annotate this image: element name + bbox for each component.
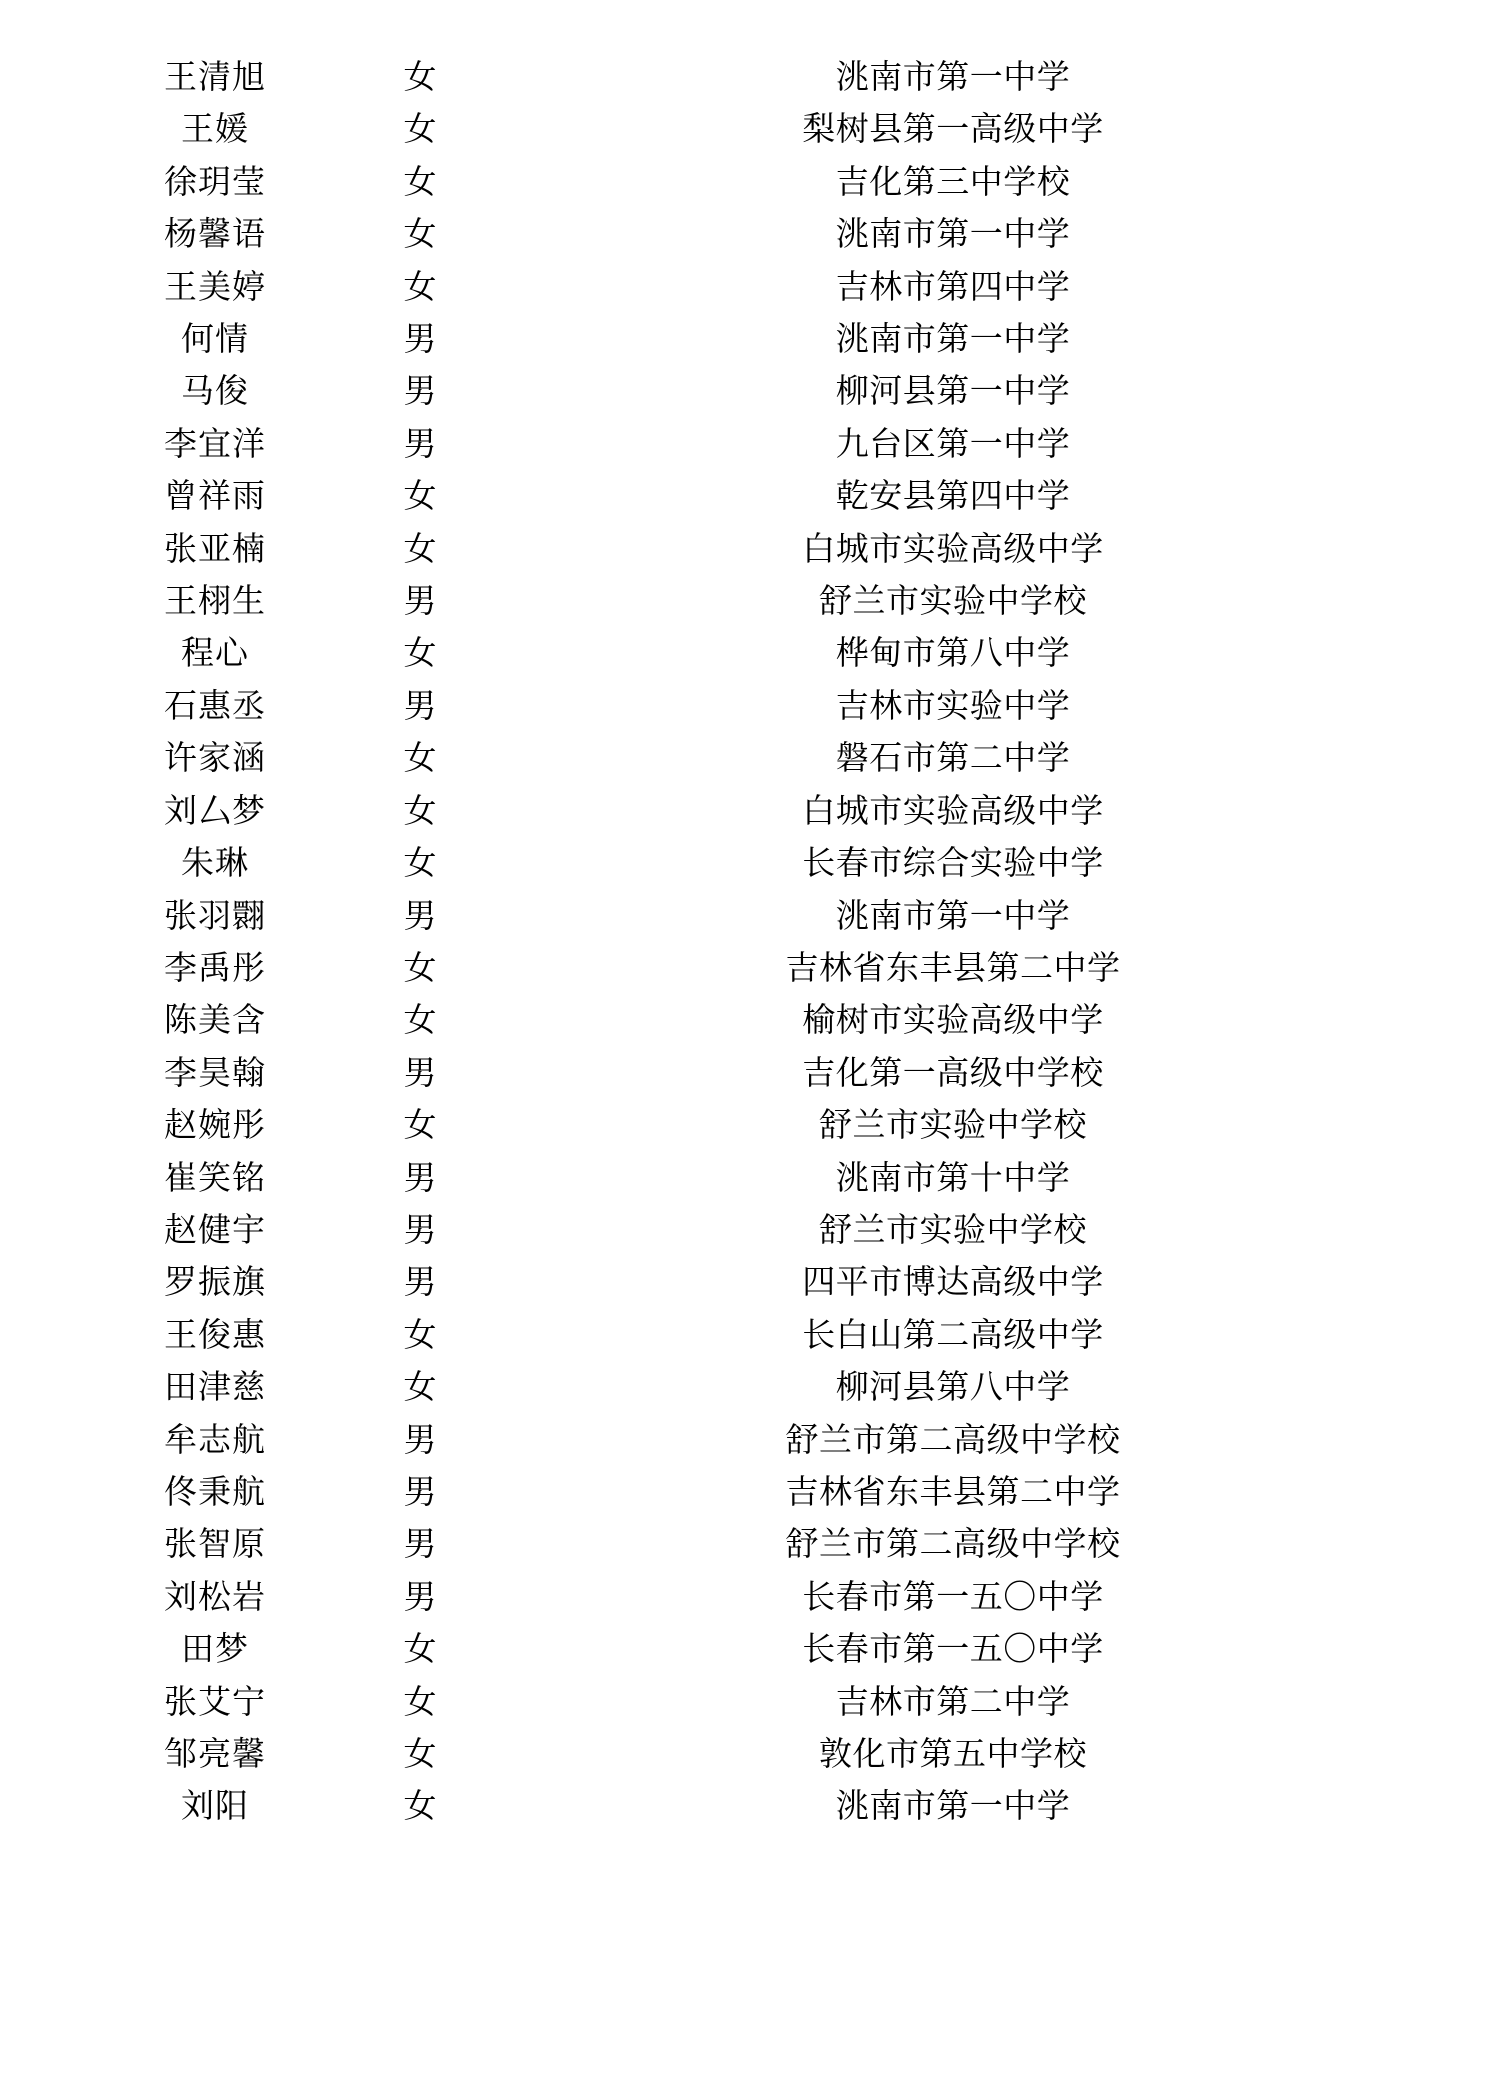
table-row	[110, 628, 1386, 680]
table-row	[110, 1781, 1386, 1833]
cell-gender: 男	[403, 688, 437, 725]
cell-name: 王媛	[181, 112, 249, 149]
table-row	[110, 681, 1386, 733]
cell-name: 李禹彤	[164, 950, 266, 987]
cell-name: 张亚楠	[164, 531, 266, 568]
table-row	[110, 1415, 1386, 1467]
cell-school: 长春市第一五〇中学	[802, 1632, 1104, 1669]
cell-school: 吉林省东丰县第二中学	[785, 950, 1121, 987]
cell-gender: 男	[403, 1527, 437, 1564]
cell-school: 吉化第三中学校	[835, 164, 1071, 201]
cell-school: 舒兰市第二高级中学校	[785, 1527, 1121, 1564]
cell-name: 程心	[181, 636, 249, 673]
cell-school: 洮南市第一中学	[835, 322, 1071, 359]
cell-name: 赵婉彤	[164, 1108, 266, 1145]
cell-name: 李宜洋	[164, 426, 266, 463]
cell-school: 柳河县第八中学	[835, 1370, 1071, 1407]
cell-school: 舒兰市实验中学校	[819, 1212, 1087, 1249]
table-row	[110, 1100, 1386, 1152]
cell-school: 桦甸市第八中学	[835, 636, 1071, 673]
cell-name: 赵健宇	[164, 1212, 266, 1249]
table-row	[110, 1257, 1386, 1309]
cell-gender: 男	[403, 1265, 437, 1302]
cell-name: 田梦	[181, 1632, 249, 1669]
cell-school: 白城市实验高级中学	[802, 793, 1104, 830]
table-row	[110, 1048, 1386, 1100]
cell-school: 洮南市第一中学	[835, 898, 1071, 935]
table-row	[110, 419, 1386, 471]
cell-name: 佟秉航	[164, 1474, 266, 1511]
cell-gender: 女	[403, 950, 437, 987]
table-row	[110, 1310, 1386, 1362]
cell-name: 曾祥雨	[164, 479, 266, 516]
cell-name: 张羽翾	[164, 898, 266, 935]
table-row	[110, 786, 1386, 838]
cell-name: 许家涵	[164, 741, 266, 778]
cell-gender: 男	[403, 898, 437, 935]
cell-school: 吉林市第二中学	[835, 1684, 1071, 1721]
cell-name: 王美婷	[164, 269, 266, 306]
cell-gender: 女	[403, 217, 437, 254]
cell-school: 吉林市第四中学	[835, 269, 1071, 306]
cell-gender: 女	[403, 1632, 437, 1669]
cell-gender: 男	[403, 1474, 437, 1511]
table-row	[110, 1205, 1386, 1257]
cell-gender: 男	[403, 1055, 437, 1092]
cell-school: 白城市实验高级中学	[802, 531, 1104, 568]
table-row	[110, 838, 1386, 890]
cell-school: 长白山第二高级中学	[802, 1317, 1104, 1354]
cell-gender: 男	[403, 426, 437, 463]
table-row	[110, 1729, 1386, 1781]
cell-name: 田津慈	[164, 1370, 266, 1407]
cell-gender: 男	[403, 322, 437, 359]
table-row	[110, 52, 1386, 104]
table-row	[110, 576, 1386, 628]
cell-school: 长春市综合实验中学	[802, 846, 1104, 883]
cell-name: 牟志航	[164, 1422, 266, 1459]
cell-school: 舒兰市实验中学校	[819, 584, 1087, 621]
table-row	[110, 733, 1386, 785]
table-row	[110, 366, 1386, 418]
table-row	[110, 524, 1386, 576]
cell-gender: 女	[403, 112, 437, 149]
cell-school: 磐石市第二中学	[835, 741, 1071, 778]
cell-name: 王清旭	[164, 60, 266, 96]
cell-school: 洮南市第一中学	[835, 60, 1071, 96]
cell-school: 四平市博达高级中学	[802, 1265, 1104, 1302]
cell-school: 舒兰市实验中学校	[819, 1108, 1087, 1145]
cell-gender: 女	[403, 1108, 437, 1145]
cell-name: 马俊	[181, 374, 249, 411]
cell-name: 张智原	[164, 1527, 266, 1564]
cell-school: 敦化市第五中学校	[819, 1737, 1087, 1773]
cell-name: 罗振旗	[164, 1265, 266, 1302]
cell-name: 刘松岩	[164, 1579, 266, 1616]
cell-school: 柳河县第一中学	[835, 374, 1071, 411]
cell-gender: 女	[403, 793, 437, 830]
cell-gender: 女	[403, 636, 437, 673]
table-row	[110, 157, 1386, 209]
cell-name: 李昊翰	[164, 1055, 266, 1092]
cell-school: 梨树县第一高级中学	[802, 112, 1104, 149]
cell-gender: 女	[403, 846, 437, 883]
cell-school: 洮南市第一中学	[835, 1789, 1071, 1826]
cell-school: 吉林省东丰县第二中学	[785, 1474, 1121, 1511]
cell-school: 洮南市第一中学	[835, 217, 1071, 254]
table-row	[110, 1572, 1386, 1624]
cell-school: 长春市第一五〇中学	[802, 1579, 1104, 1616]
cell-name: 徐玥莹	[164, 164, 266, 201]
table-row	[110, 1362, 1386, 1414]
cell-gender: 女	[403, 741, 437, 778]
cell-gender: 男	[403, 1422, 437, 1459]
cell-name: 王俊惠	[164, 1317, 266, 1354]
table-row	[110, 891, 1386, 943]
cell-gender: 男	[403, 1160, 437, 1197]
cell-gender: 女	[403, 1737, 437, 1773]
cell-school: 洮南市第十中学	[835, 1160, 1071, 1197]
table-row	[110, 314, 1386, 366]
cell-school: 乾安县第四中学	[835, 479, 1071, 516]
cell-name: 杨馨语	[164, 217, 266, 254]
cell-name: 刘厶梦	[164, 793, 266, 830]
table-row	[110, 1677, 1386, 1729]
table-row	[110, 209, 1386, 261]
table-row	[110, 1519, 1386, 1571]
cell-gender: 女	[403, 1003, 437, 1040]
cell-gender: 女	[403, 1317, 437, 1354]
cell-gender: 男	[403, 1579, 437, 1616]
cell-name: 朱琳	[181, 846, 249, 883]
cell-gender: 女	[403, 1370, 437, 1407]
table-row	[110, 104, 1386, 156]
table-row	[110, 1153, 1386, 1205]
cell-name: 石惠丞	[164, 688, 266, 725]
cell-gender: 女	[403, 60, 437, 96]
table-row	[110, 1624, 1386, 1676]
cell-name: 刘阳	[181, 1789, 249, 1826]
cell-name: 崔笑铭	[164, 1160, 266, 1197]
roster-table-body	[110, 52, 1386, 1834]
cell-school: 吉化第一高级中学校	[802, 1055, 1104, 1092]
table-row	[110, 471, 1386, 523]
cell-gender: 女	[403, 269, 437, 306]
roster-table	[110, 52, 1386, 1834]
cell-name: 陈美含	[164, 1003, 266, 1040]
cell-name: 张艾宁	[164, 1684, 266, 1721]
cell-gender: 女	[403, 1684, 437, 1721]
cell-name: 何情	[181, 322, 249, 359]
cell-gender: 女	[403, 531, 437, 568]
table-row	[110, 943, 1386, 995]
cell-gender: 女	[403, 164, 437, 201]
cell-school: 九台区第一中学	[835, 426, 1071, 463]
cell-name: 王栩生	[164, 584, 266, 621]
table-row	[110, 262, 1386, 314]
cell-name: 邹亮馨	[164, 1737, 266, 1773]
cell-gender: 男	[403, 584, 437, 621]
table-row	[110, 995, 1386, 1047]
cell-school: 舒兰市第二高级中学校	[785, 1422, 1121, 1459]
cell-gender: 男	[403, 374, 437, 411]
cell-gender: 女	[403, 1789, 437, 1826]
cell-gender: 男	[403, 1212, 437, 1249]
cell-school: 吉林市实验中学	[835, 688, 1071, 725]
cell-gender: 女	[403, 479, 437, 516]
cell-school: 榆树市实验高级中学	[802, 1003, 1104, 1040]
table-row	[110, 1467, 1386, 1519]
